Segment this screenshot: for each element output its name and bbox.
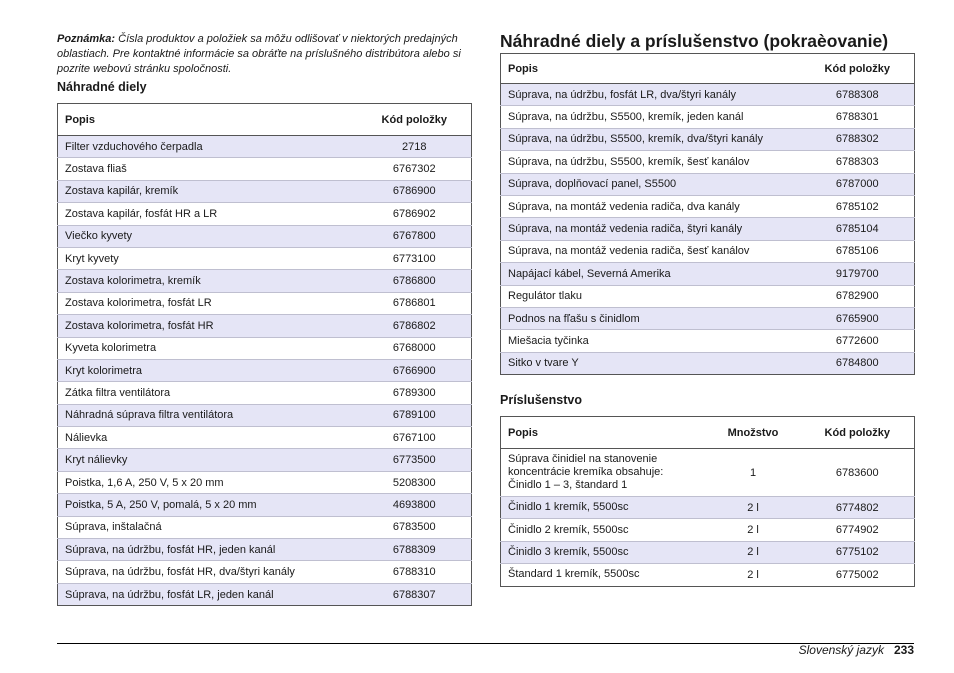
footer-rule <box>57 643 914 644</box>
cell-item-code: 6788310 <box>358 561 472 583</box>
parts-table-row <box>58 136 472 158</box>
cell-description: Zátka filtra ventilátora <box>58 382 358 404</box>
cell-description: Súprava, na údržbu, fosfát LR, dva/štyri kanály <box>501 84 801 106</box>
cell-description: Regulátor tlaku <box>501 285 801 307</box>
accessories-table-row <box>501 541 915 563</box>
continued-table-row <box>501 263 915 285</box>
cell-item-code: 6784800 <box>801 352 915 374</box>
parts-table-row <box>58 539 472 561</box>
cell-description: Zostava kolorimetra, fosfát HR <box>58 315 358 337</box>
cell-description: Poistka, 5 A, 250 V, pomalá, 5 x 20 mm <box>58 494 358 516</box>
cell-quantity: 2 l <box>706 497 801 519</box>
parts-table-row <box>58 427 472 449</box>
description-line: Činidlo 1 kremík, 5500sc <box>508 501 629 514</box>
continued-table-row <box>501 218 915 240</box>
continued-table-row <box>501 352 915 374</box>
cell-description: Kyveta kolorimetra <box>58 337 358 359</box>
parts-heading: Náhradné diely <box>57 80 147 94</box>
cell-item-code: 6774802 <box>801 497 915 519</box>
cell-description: Náhradná súprava filtra ventilátora <box>58 404 358 426</box>
cell-description: Súprava, na montáž vedenia radiča, šesť kanálov <box>501 240 801 262</box>
cell-item-code: 6782900 <box>801 285 915 307</box>
continued-table-row <box>501 240 915 262</box>
cell-item-code: 6788303 <box>801 151 915 173</box>
cell-description: Súprava, doplňovací panel, S5500 <box>501 173 801 195</box>
accessories-heading: Príslušenstvo <box>500 393 582 407</box>
cell-description: Kryt nálievky <box>58 449 358 471</box>
cell-item-code: 6767302 <box>358 158 472 180</box>
accessories-table-row <box>501 449 915 497</box>
cell-item-code: 6786900 <box>358 180 472 202</box>
cell-item-code: 6783600 <box>835 466 879 479</box>
continued-table-row <box>501 106 915 128</box>
cell-description: Napájací kábel, Severná Amerika <box>501 263 801 285</box>
cell-description: Súprava, na údržbu, S5500, kremík, dva/štyri kanály <box>501 128 801 150</box>
cell-item-code: 6786801 <box>358 292 472 314</box>
cell-description: Viečko kyvety <box>58 225 358 247</box>
parts-table-row <box>58 337 472 359</box>
cell-item-code: 6775102 <box>801 541 915 563</box>
description-line: Činidlo 2 kremík, 5500sc <box>508 523 629 536</box>
cell-description: Zostava kolorimetra, fosfát LR <box>58 292 358 314</box>
cell-description: Miešacia tyčinka <box>501 330 801 352</box>
note-paragraph <box>57 32 475 77</box>
cell-item-code: 9179700 <box>801 263 915 285</box>
cell-item-code: 6766900 <box>358 359 472 381</box>
cell-item-code: 6788309 <box>358 539 472 561</box>
cell-item-code: 6785104 <box>801 218 915 240</box>
cell-item-code: 6788301 <box>801 106 915 128</box>
parts-table-row <box>58 516 472 538</box>
cell-description: Zostava fliaš <box>58 158 358 180</box>
cell-description <box>501 541 706 563</box>
accessories-table-row <box>501 497 915 519</box>
continued-table-row <box>501 84 915 106</box>
cell-description: Poistka, 1,6 A, 250 V, 5 x 20 mm <box>58 471 358 493</box>
continued-table-row <box>501 285 915 307</box>
description-line: Činidlo 3 kremík, 5500sc <box>508 545 629 558</box>
cell-description: Súprava, na údržbu, fosfát HR, jeden kanál <box>58 539 358 561</box>
cell-description: Nálievka <box>58 427 358 449</box>
parts-table-row <box>58 404 472 426</box>
cell-description: Súprava, na montáž vedenia radiča, dva kanály <box>501 195 801 217</box>
cell-description: Zostava kapilár, fosfát HR a LR <box>58 203 358 225</box>
cell-description: Súprava, na montáž vedenia radiča, štyri kanály <box>501 218 801 240</box>
accessories-col-desc: Popis <box>501 417 706 449</box>
accessories-col-code: Kód položky <box>801 417 915 449</box>
cell-description: Kryt kolorimetra <box>58 359 358 381</box>
cell-quantity: 2 l <box>706 519 801 541</box>
description-line: Štandard 1 kremík, 5500sc <box>508 568 640 581</box>
cell-item-code: 6786802 <box>358 315 472 337</box>
cell-description <box>501 564 706 586</box>
cell-description: Sitko v tvare Y <box>501 352 801 374</box>
cell-description: Zostava kapilár, kremík <box>58 180 358 202</box>
description-line: Súprava činidiel na stanovenie <box>508 453 658 465</box>
footer-language: Slovenský jazyk <box>798 643 884 657</box>
cell-item-code: 6775002 <box>801 564 915 586</box>
cell-description: Súprava, na údržbu, fosfát HR, dva/štyri kanály <box>58 561 358 583</box>
cell-description: Zostava kolorimetra, kremík <box>58 270 358 292</box>
parts-table-row <box>58 561 472 583</box>
cell-item-code: 6789300 <box>358 382 472 404</box>
continued-table-row <box>501 151 915 173</box>
parts-table <box>57 103 472 606</box>
cell-item-code: 6788307 <box>358 583 472 605</box>
accessories-table-row <box>501 519 915 541</box>
cell-item-code: 6786800 <box>358 270 472 292</box>
cell-item-code: 4693800 <box>358 494 472 516</box>
cell-quantity: 2 l <box>706 564 801 586</box>
continued-table <box>500 53 915 375</box>
cell-description: Súprava, inštalačná <box>58 516 358 538</box>
cell-quantity: 1 <box>749 466 757 479</box>
cell-quantity: 2 l <box>706 541 801 563</box>
parts-table-row <box>58 471 472 493</box>
parts-table-row <box>58 203 472 225</box>
page-number: 233 <box>893 643 914 657</box>
cell-item-code: 6773500 <box>358 449 472 471</box>
continued-table-row <box>501 307 915 329</box>
cell-item-code: 6785106 <box>801 240 915 262</box>
note-label: Poznámka: <box>57 33 116 45</box>
cell-item-code: 6768000 <box>358 337 472 359</box>
description-line: koncentrácie kremíka obsahuje: <box>508 466 664 478</box>
parts-table-row <box>58 225 472 247</box>
parts-table-row <box>58 315 472 337</box>
accessories-table <box>500 416 915 587</box>
cell-item-code: 6772600 <box>801 330 915 352</box>
cell-description: Súprava, na údržbu, S5500, kremík, jeden kanál <box>501 106 801 128</box>
parts-table-row <box>58 359 472 381</box>
parts-table-row <box>58 292 472 314</box>
cell-description <box>501 519 706 541</box>
note-text: Čísla produktov a položiek sa môžu odlišovať v niektorých predajných oblastiach. Pre kontaktné informácie sa obráťte na príslušného distribútora alebo si pozrite webovú stránku spoločnosti. <box>57 33 461 75</box>
continued-table-row <box>501 330 915 352</box>
continued-table-row <box>501 173 915 195</box>
continued-table-row <box>501 128 915 150</box>
cell-item-code: 6785102 <box>801 195 915 217</box>
page-title: Náhradné diely a príslušenstvo (pokraèovanie) <box>500 31 889 51</box>
cell-item-code: 6788302 <box>801 128 915 150</box>
continued-col-desc: Popis <box>501 54 801 84</box>
parts-table-row <box>58 180 472 202</box>
cell-item-code: 6783500 <box>358 516 472 538</box>
cell-description <box>501 497 706 519</box>
cell-item-code: 6767100 <box>358 427 472 449</box>
cell-description: Súprava, na údržbu, fosfát LR, jeden kanál <box>58 583 358 605</box>
cell-item-code: 6773100 <box>358 247 472 269</box>
continued-table-row <box>501 195 915 217</box>
parts-table-row <box>58 583 472 605</box>
parts-table-row <box>58 158 472 180</box>
page-footer <box>799 643 914 657</box>
cell-item-code: 6765900 <box>801 307 915 329</box>
cell-item-code: 6788308 <box>801 84 915 106</box>
cell-item-code: 6787000 <box>801 173 915 195</box>
cell-description: Podnos na fľašu s činidlom <box>501 307 801 329</box>
cell-item-code: 6774902 <box>801 519 915 541</box>
cell-item-code: 5208300 <box>358 471 472 493</box>
accessories-table-row <box>501 564 915 586</box>
cell-description: Súprava, na údržbu, S5500, kremík, šesť kanálov <box>501 151 801 173</box>
parts-col-desc: Popis <box>58 104 358 136</box>
parts-col-code: Kód položky <box>358 104 472 136</box>
cell-description: Kryt kyvety <box>58 247 358 269</box>
parts-table-row <box>58 449 472 471</box>
parts-table-row <box>58 494 472 516</box>
parts-table-row <box>58 382 472 404</box>
accessories-col-qty: Množstvo <box>706 417 801 449</box>
cell-item-code: 6789100 <box>358 404 472 426</box>
cell-item-code: 6786902 <box>358 203 472 225</box>
cell-item-code: 6767800 <box>358 225 472 247</box>
continued-col-code: Kód položky <box>801 54 915 84</box>
cell-description: Filter vzduchového čerpadla <box>58 136 358 158</box>
cell-item-code: 2718 <box>358 136 472 158</box>
parts-table-row <box>58 247 472 269</box>
cell-description <box>501 449 706 497</box>
parts-table-row <box>58 270 472 292</box>
description-line: Činidlo 1 – 3, štandard 1 <box>508 479 628 491</box>
